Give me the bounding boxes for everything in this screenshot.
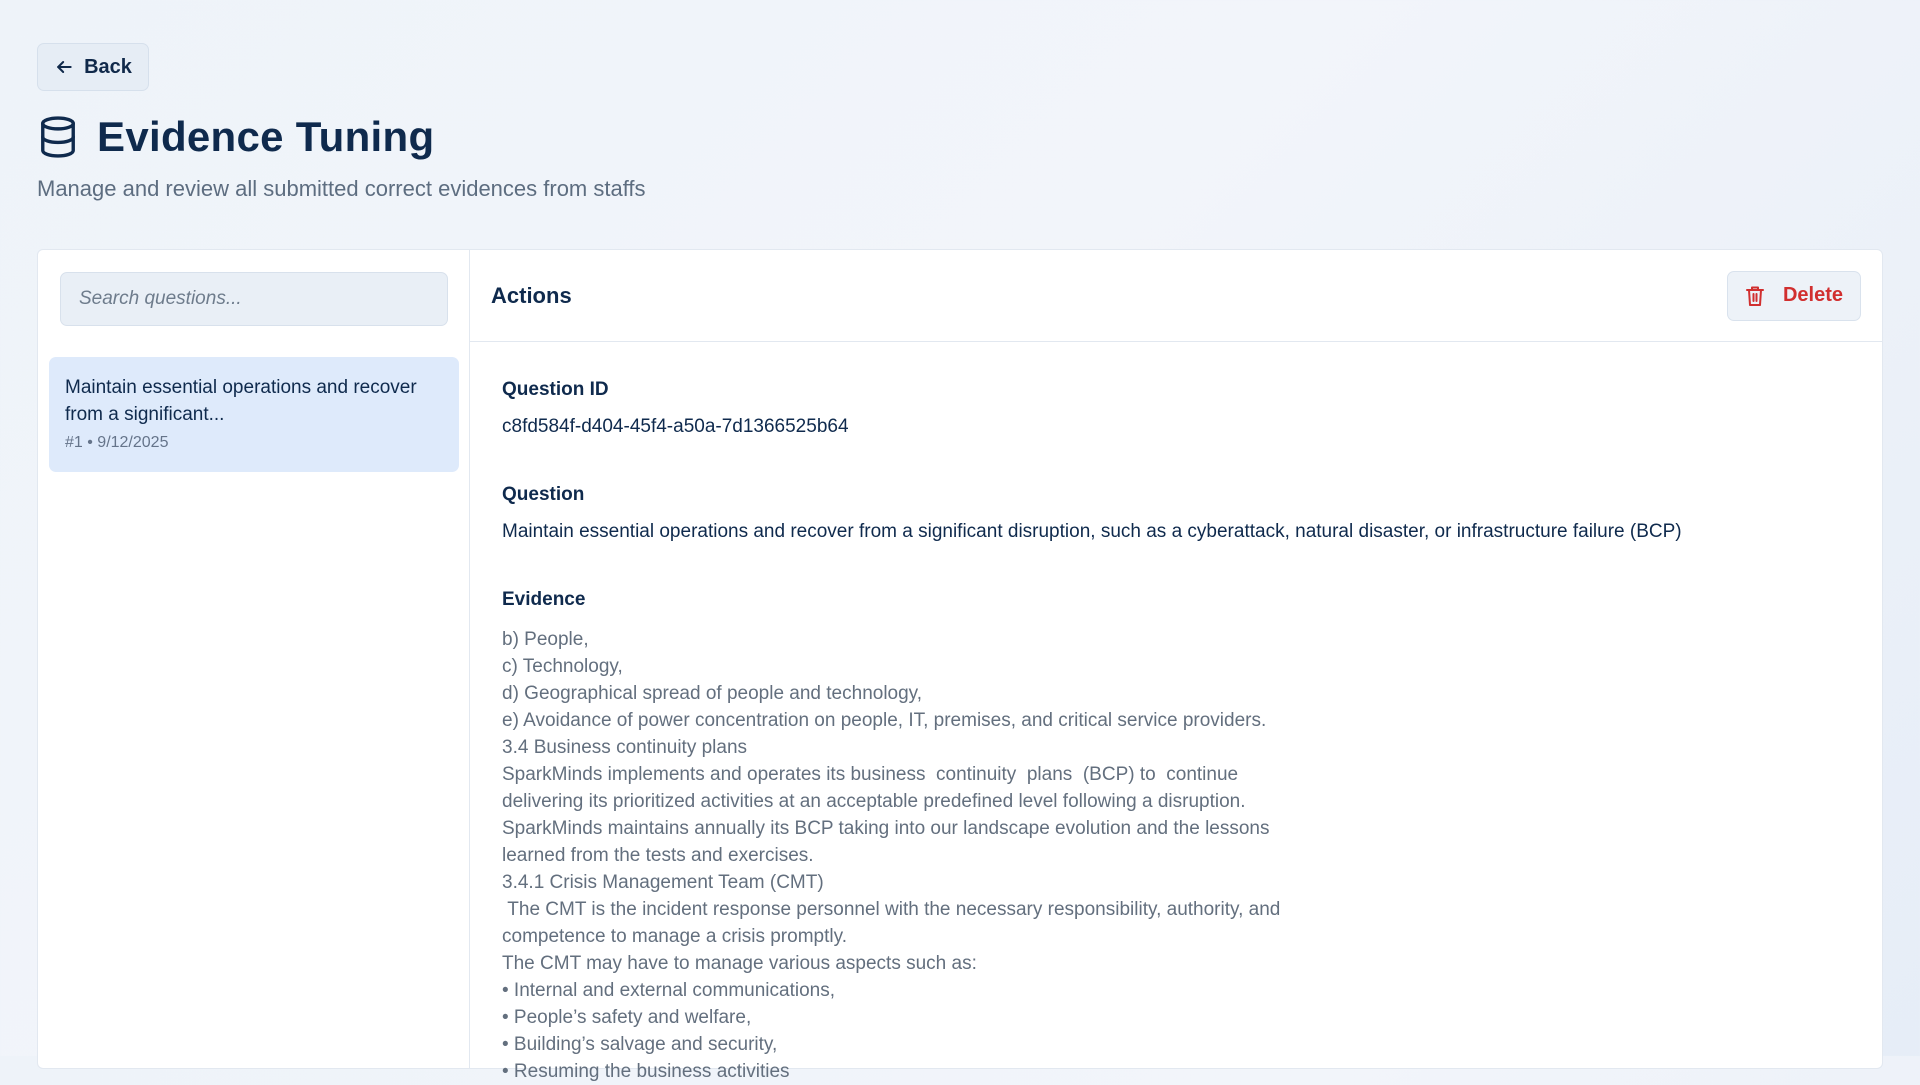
evidence-label: Evidence	[502, 589, 586, 610]
back-button[interactable]	[37, 43, 149, 91]
delete-button-label: Delete	[1782, 284, 1844, 306]
actions-title: Actions	[491, 282, 572, 308]
question-section	[502, 484, 1850, 543]
detail-pane	[470, 250, 1882, 1082]
list-item-meta: #1 • 9/12/2025	[65, 434, 169, 451]
question-id-section	[502, 379, 1850, 438]
question-id-label: Question ID	[502, 379, 609, 400]
question-label: Question	[502, 484, 585, 505]
actions-bar	[470, 250, 1882, 342]
search-input[interactable]	[60, 272, 448, 326]
delete-button[interactable]	[1727, 271, 1861, 321]
question-id-value: c8fd584f-d404-45f4-a50a-7d1366525b64	[502, 416, 849, 437]
trash-icon	[1745, 285, 1765, 307]
back-button-label: Back	[84, 55, 132, 78]
detail-content	[470, 342, 1882, 1085]
arrow-left-icon	[54, 57, 74, 77]
database-icon	[37, 115, 79, 159]
question-value: Maintain essential operations and recover from a significant disruption, such as a cyberattack, natural disaster, or infrastructure failure (BCP)	[502, 521, 1682, 542]
evidence-panel	[37, 249, 1883, 1082]
list-item-title: Maintain essential operations and recover from a significant...	[65, 377, 417, 425]
evidence-section	[502, 589, 1850, 1085]
evidence-text: b) People, c) Technology, d) Geographical spread of people and technology, e) Avoidance of power concentration on people, IT, premises, and critical service providers. 3.4 Business continuity plans SparkMinds implements and operates its business continuity plans (BCP) to continue delivering its prioritized activities at an acceptable predefined level following a disruption. SparkMinds maintains annually its BCP taking into our landscape evolution and the lessons learned from the tests and exercises. 3.4.1 Crisis Management Team (CMT) The CMT is the incident response personnel with the necessary responsibility, authority, and competence to manage a crisis promptly. The CMT may have to manage various aspects such as: • Internal and external communications, • People’s safety and welfare, • Building’s salvage and security, • Resuming the business activities	[502, 629, 1281, 1082]
page-subtitle: Manage and review all submitted correct evidences from staffs	[37, 176, 646, 201]
list-item[interactable]	[49, 357, 459, 472]
page-title: Evidence Tuning	[97, 113, 435, 160]
page-header	[37, 113, 434, 161]
question-sidebar	[38, 250, 470, 1068]
